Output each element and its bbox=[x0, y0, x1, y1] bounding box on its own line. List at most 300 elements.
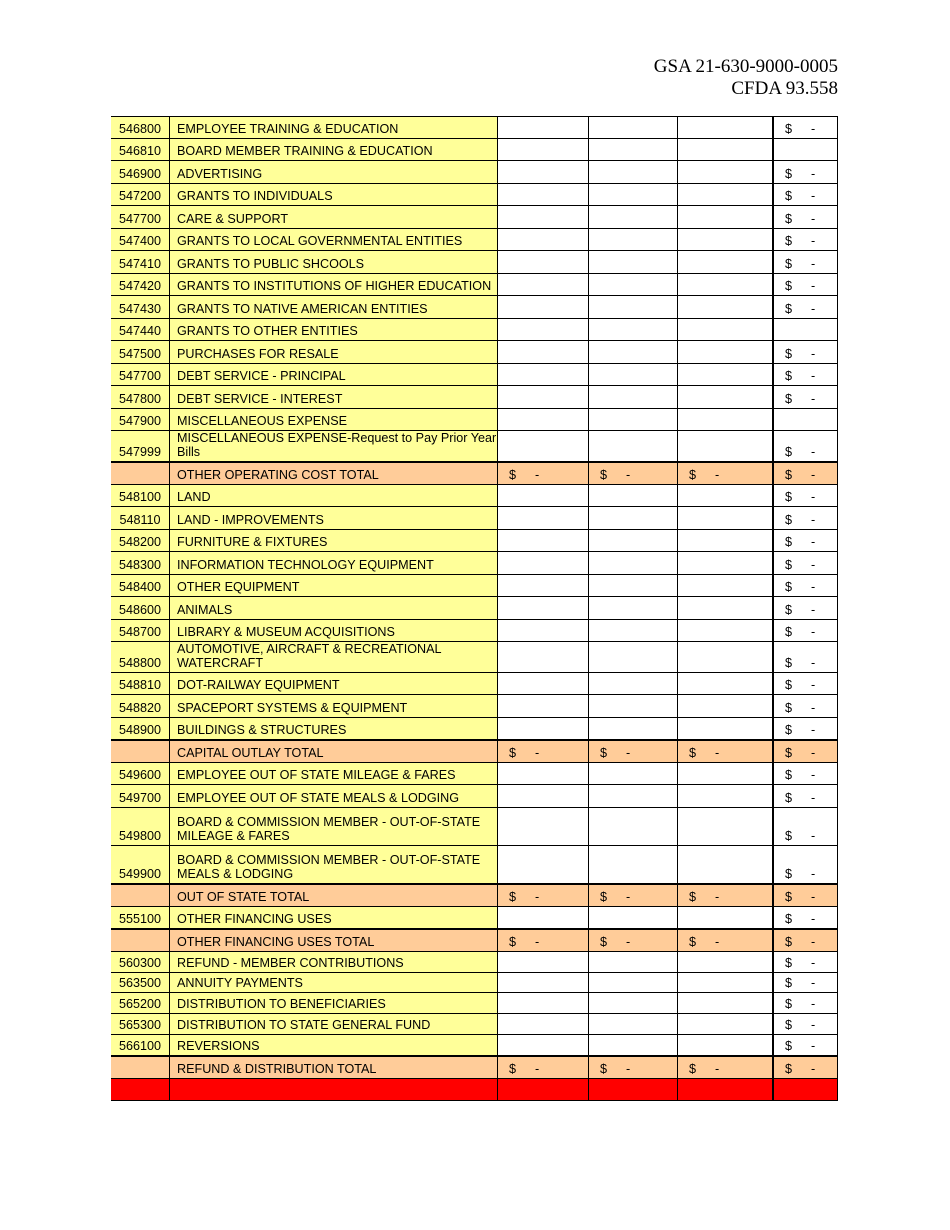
amount-col-3[interactable] bbox=[678, 319, 773, 340]
amount-value: - bbox=[811, 867, 816, 881]
amount-col-1[interactable] bbox=[498, 1035, 589, 1055]
amount-total bbox=[773, 552, 838, 574]
amount-col-1[interactable] bbox=[498, 885, 589, 906]
amount-value: - bbox=[811, 1062, 816, 1076]
amount-value: - bbox=[811, 212, 816, 226]
currency-symbol: $ bbox=[785, 167, 793, 181]
amount-col-3[interactable] bbox=[678, 530, 773, 551]
table-row bbox=[111, 575, 838, 597]
amount-col-2[interactable] bbox=[589, 139, 678, 160]
currency-symbol: $ bbox=[785, 369, 793, 383]
currency-symbol: $ bbox=[785, 768, 793, 782]
amount-value: - bbox=[811, 912, 816, 926]
amount-col-2[interactable] bbox=[589, 808, 678, 845]
account-description: DOT-RAILWAY EQUIPMENT bbox=[170, 673, 498, 694]
amount-col-1[interactable] bbox=[498, 1014, 589, 1034]
table-row bbox=[111, 364, 838, 386]
amount-value: - bbox=[811, 603, 816, 617]
budget-table bbox=[111, 116, 838, 1101]
amount-col-1[interactable] bbox=[498, 763, 589, 784]
amount-value: - bbox=[626, 468, 631, 482]
amount-col-1[interactable] bbox=[498, 206, 589, 228]
amount-col-3[interactable] bbox=[678, 206, 773, 228]
account-description: INFORMATION TECHNOLOGY EQUIPMENT bbox=[170, 552, 498, 574]
account-code: 548810 bbox=[111, 673, 170, 694]
account-description: FURNITURE & FIXTURES bbox=[170, 530, 498, 551]
account-description: ADVERTISING bbox=[170, 161, 498, 183]
amount-total bbox=[773, 274, 838, 295]
currency-symbol: $ bbox=[785, 279, 793, 293]
account-description: BOARD MEMBER TRAINING & EDUCATION bbox=[170, 139, 498, 160]
amount-total bbox=[773, 785, 838, 807]
amount-value: - bbox=[811, 723, 816, 737]
currency-symbol: $ bbox=[785, 867, 793, 881]
amount-col-1[interactable] bbox=[498, 184, 589, 205]
amount-col-2[interactable] bbox=[589, 530, 678, 551]
amount-col-1[interactable] bbox=[498, 161, 589, 183]
amount-col-3[interactable] bbox=[678, 952, 773, 972]
amount-col-1[interactable] bbox=[498, 386, 589, 408]
amount-value: - bbox=[535, 746, 540, 760]
amount-col-1[interactable] bbox=[498, 907, 589, 928]
account-code: 547420 bbox=[111, 274, 170, 295]
amount-col-1[interactable] bbox=[498, 808, 589, 845]
account-description: DEBT SERVICE - PRINCIPAL bbox=[170, 364, 498, 385]
amount-col-1[interactable] bbox=[498, 741, 589, 762]
amount-col-2[interactable] bbox=[589, 718, 678, 739]
amount-col-3[interactable] bbox=[678, 907, 773, 928]
currency-symbol: $ bbox=[785, 723, 793, 737]
account-description: PURCHASES FOR RESALE bbox=[170, 341, 498, 363]
currency-symbol: $ bbox=[785, 603, 793, 617]
amount-col-1[interactable] bbox=[498, 229, 589, 250]
account-description: DEBT SERVICE - INTEREST bbox=[170, 386, 498, 408]
total-row bbox=[111, 462, 838, 485]
account-description: OTHER EQUIPMENT bbox=[170, 575, 498, 596]
amount-col-1[interactable] bbox=[498, 930, 589, 951]
amount-col-3[interactable] bbox=[678, 1014, 773, 1034]
amount-col-1[interactable] bbox=[498, 296, 589, 318]
amount-col-2[interactable] bbox=[589, 907, 678, 928]
account-description: GRANTS TO INSTITUTIONS OF HIGHER EDUCATION bbox=[170, 274, 498, 295]
account-code: 565300 bbox=[111, 1014, 170, 1034]
amount-col-2[interactable] bbox=[589, 785, 678, 807]
amount-total bbox=[773, 431, 838, 461]
amount-col-3[interactable] bbox=[678, 741, 773, 762]
amount-total bbox=[773, 695, 838, 717]
amount-col-3[interactable] bbox=[678, 184, 773, 205]
currency-symbol: $ bbox=[600, 890, 608, 904]
currency-symbol: $ bbox=[785, 1018, 793, 1032]
amount-col-3[interactable] bbox=[678, 117, 773, 138]
account-code: 548100 bbox=[111, 485, 170, 506]
amount-col-1[interactable] bbox=[498, 718, 589, 739]
amount-total bbox=[773, 952, 838, 972]
table-row bbox=[111, 116, 838, 139]
amount-col-1[interactable] bbox=[498, 1079, 589, 1100]
amount-col-1[interactable] bbox=[498, 409, 589, 430]
amount-col-3[interactable] bbox=[678, 1079, 773, 1100]
amount-col-3[interactable] bbox=[678, 575, 773, 596]
amount-col-2[interactable] bbox=[589, 251, 678, 273]
amount-col-3[interactable] bbox=[678, 673, 773, 694]
table-row bbox=[111, 993, 838, 1014]
amount-col-2[interactable] bbox=[589, 184, 678, 205]
amount-col-2[interactable] bbox=[589, 463, 678, 484]
table-row bbox=[111, 785, 838, 808]
table-row bbox=[111, 409, 838, 431]
account-code: 547400 bbox=[111, 229, 170, 250]
amount-col-3[interactable] bbox=[678, 597, 773, 619]
amount-total bbox=[773, 409, 838, 430]
amount-value: - bbox=[811, 513, 816, 527]
amount-col-3[interactable] bbox=[678, 763, 773, 784]
amount-value: - bbox=[811, 167, 816, 181]
amount-col-3[interactable] bbox=[678, 507, 773, 529]
currency-symbol: $ bbox=[785, 625, 793, 639]
account-description: GRANTS TO OTHER ENTITIES bbox=[170, 319, 498, 340]
amount-col-3[interactable] bbox=[678, 364, 773, 385]
currency-symbol: $ bbox=[509, 890, 517, 904]
table-row bbox=[111, 161, 838, 184]
grand-total-row bbox=[111, 1079, 838, 1101]
amount-col-3[interactable] bbox=[678, 431, 773, 461]
currency-symbol: $ bbox=[509, 746, 517, 760]
amount-col-1[interactable] bbox=[498, 341, 589, 363]
amount-value: - bbox=[811, 625, 816, 639]
amount-col-2[interactable] bbox=[589, 296, 678, 318]
amount-total bbox=[773, 846, 838, 883]
account-description: MISCELLANEOUS EXPENSE bbox=[170, 409, 498, 430]
amount-col-2[interactable] bbox=[589, 206, 678, 228]
amount-col-3[interactable] bbox=[678, 695, 773, 717]
account-code: 548200 bbox=[111, 530, 170, 551]
account-code: 548900 bbox=[111, 718, 170, 739]
table-row bbox=[111, 673, 838, 695]
account-code: 547900 bbox=[111, 409, 170, 430]
currency-symbol: $ bbox=[785, 997, 793, 1011]
amount-col-2[interactable] bbox=[589, 1057, 678, 1078]
amount-value: - bbox=[626, 890, 631, 904]
amount-value: - bbox=[811, 656, 816, 670]
account-code: 547430 bbox=[111, 296, 170, 318]
amount-total bbox=[773, 341, 838, 363]
amount-col-3[interactable] bbox=[678, 296, 773, 318]
amount-value: - bbox=[715, 890, 720, 904]
account-code: 565200 bbox=[111, 993, 170, 1013]
currency-symbol: $ bbox=[785, 935, 793, 949]
amount-col-2[interactable] bbox=[589, 431, 678, 461]
amount-col-2[interactable] bbox=[589, 552, 678, 574]
amount-total bbox=[773, 507, 838, 529]
amount-col-2[interactable] bbox=[589, 409, 678, 430]
account-code: 547410 bbox=[111, 251, 170, 273]
currency-symbol: $ bbox=[785, 678, 793, 692]
currency-symbol: $ bbox=[600, 935, 608, 949]
table-row bbox=[111, 296, 838, 319]
amount-value: - bbox=[715, 468, 720, 482]
amount-col-2[interactable] bbox=[589, 695, 678, 717]
amount-value: - bbox=[715, 746, 720, 760]
amount-col-2[interactable] bbox=[589, 930, 678, 951]
amount-value: - bbox=[811, 997, 816, 1011]
table-row bbox=[111, 274, 838, 296]
amount-col-3[interactable] bbox=[678, 251, 773, 273]
currency-symbol: $ bbox=[785, 189, 793, 203]
amount-col-1[interactable] bbox=[498, 139, 589, 160]
amount-col-3[interactable] bbox=[678, 463, 773, 484]
currency-symbol: $ bbox=[785, 257, 793, 271]
amount-value: - bbox=[811, 347, 816, 361]
amount-col-2[interactable] bbox=[589, 741, 678, 762]
currency-symbol: $ bbox=[785, 445, 793, 459]
amount-total bbox=[773, 161, 838, 183]
amount-col-3[interactable] bbox=[678, 409, 773, 430]
amount-col-1[interactable] bbox=[498, 1057, 589, 1078]
amount-col-1[interactable] bbox=[498, 364, 589, 385]
amount-col-1[interactable] bbox=[498, 431, 589, 461]
amount-col-1[interactable] bbox=[498, 973, 589, 992]
account-description: GRANTS TO LOCAL GOVERNMENTAL ENTITIES bbox=[170, 229, 498, 250]
amount-total bbox=[773, 930, 838, 951]
amount-col-2[interactable] bbox=[589, 1035, 678, 1055]
amount-col-2[interactable] bbox=[589, 161, 678, 183]
amount-col-2[interactable] bbox=[589, 485, 678, 506]
amount-col-2[interactable] bbox=[589, 274, 678, 295]
amount-col-3[interactable] bbox=[678, 718, 773, 739]
amount-total bbox=[773, 620, 838, 641]
amount-value: - bbox=[811, 369, 816, 383]
amount-col-1[interactable] bbox=[498, 463, 589, 484]
amount-col-2[interactable] bbox=[589, 386, 678, 408]
amount-value: - bbox=[811, 890, 816, 904]
account-code: 549700 bbox=[111, 785, 170, 807]
account-description: BOARD & COMMISSION MEMBER - OUT-OF-STATE MEALS & LODGING bbox=[170, 846, 498, 883]
table-row bbox=[111, 530, 838, 552]
amount-col-1[interactable] bbox=[498, 846, 589, 883]
table-row bbox=[111, 552, 838, 575]
amount-col-2[interactable] bbox=[589, 117, 678, 138]
account-description: DISTRIBUTION TO STATE GENERAL FUND bbox=[170, 1014, 498, 1034]
table-row bbox=[111, 184, 838, 206]
currency-symbol: $ bbox=[689, 468, 697, 482]
amount-col-2[interactable] bbox=[589, 575, 678, 596]
amount-total bbox=[773, 885, 838, 906]
account-code: 549800 bbox=[111, 808, 170, 845]
account-description: GRANTS TO INDIVIDUALS bbox=[170, 184, 498, 205]
amount-value: - bbox=[811, 701, 816, 715]
amount-total bbox=[773, 117, 838, 138]
account-code: 547700 bbox=[111, 364, 170, 385]
table-row bbox=[111, 763, 838, 785]
amount-value: - bbox=[811, 829, 816, 843]
amount-col-3[interactable] bbox=[678, 785, 773, 807]
table-row bbox=[111, 386, 838, 409]
account-code: 566100 bbox=[111, 1035, 170, 1055]
amount-col-1[interactable] bbox=[498, 695, 589, 717]
currency-symbol: $ bbox=[785, 212, 793, 226]
account-code: 547999 bbox=[111, 431, 170, 461]
amount-col-2[interactable] bbox=[589, 952, 678, 972]
amount-col-1[interactable] bbox=[498, 952, 589, 972]
account-description: MISCELLANEOUS EXPENSE-Request to Pay Prior Year Bills bbox=[170, 431, 498, 461]
amount-col-2[interactable] bbox=[589, 341, 678, 363]
currency-symbol: $ bbox=[785, 976, 793, 990]
amount-total bbox=[773, 364, 838, 385]
amount-value: - bbox=[811, 122, 816, 136]
amount-col-3[interactable] bbox=[678, 341, 773, 363]
amount-col-3[interactable] bbox=[678, 161, 773, 183]
amount-col-3[interactable] bbox=[678, 274, 773, 295]
amount-value: - bbox=[811, 580, 816, 594]
amount-col-1[interactable] bbox=[498, 642, 589, 672]
account-code: 546900 bbox=[111, 161, 170, 183]
amount-value: - bbox=[811, 956, 816, 970]
total-row bbox=[111, 929, 838, 952]
account-code bbox=[111, 741, 170, 762]
amount-total bbox=[773, 386, 838, 408]
account-code: 547700 bbox=[111, 206, 170, 228]
currency-symbol: $ bbox=[785, 513, 793, 527]
amount-col-2[interactable] bbox=[589, 993, 678, 1013]
table-row bbox=[111, 485, 838, 507]
table-row bbox=[111, 1035, 838, 1056]
amount-col-2[interactable] bbox=[589, 319, 678, 340]
amount-col-3[interactable] bbox=[678, 808, 773, 845]
amount-col-3[interactable] bbox=[678, 993, 773, 1013]
amount-col-3[interactable] bbox=[678, 620, 773, 641]
currency-symbol: $ bbox=[600, 1062, 608, 1076]
amount-total bbox=[773, 973, 838, 992]
amount-total bbox=[773, 575, 838, 596]
account-code: 548800 bbox=[111, 642, 170, 672]
amount-value: - bbox=[626, 935, 631, 949]
currency-symbol: $ bbox=[689, 746, 697, 760]
amount-total bbox=[773, 485, 838, 506]
amount-total bbox=[773, 763, 838, 784]
amount-col-1[interactable] bbox=[498, 575, 589, 596]
amount-col-2[interactable] bbox=[589, 763, 678, 784]
amount-col-1[interactable] bbox=[498, 620, 589, 641]
amount-col-2[interactable] bbox=[589, 846, 678, 883]
account-description: SPACEPORT SYSTEMS & EQUIPMENT bbox=[170, 695, 498, 717]
currency-symbol: $ bbox=[785, 347, 793, 361]
amount-col-1[interactable] bbox=[498, 117, 589, 138]
account-description: REFUND - MEMBER CONTRIBUTIONS bbox=[170, 952, 498, 972]
amount-col-2[interactable] bbox=[589, 1014, 678, 1034]
amount-col-2[interactable] bbox=[589, 507, 678, 529]
amount-value: - bbox=[811, 976, 816, 990]
amount-col-3[interactable] bbox=[678, 1035, 773, 1055]
table-row bbox=[111, 846, 838, 884]
currency-symbol: $ bbox=[785, 912, 793, 926]
currency-symbol: $ bbox=[785, 791, 793, 805]
table-row bbox=[111, 1014, 838, 1035]
amount-col-3[interactable] bbox=[678, 229, 773, 250]
currency-symbol: $ bbox=[785, 890, 793, 904]
amount-col-2[interactable] bbox=[589, 973, 678, 992]
amount-col-1[interactable] bbox=[498, 993, 589, 1013]
amount-col-1[interactable] bbox=[498, 530, 589, 551]
amount-value: - bbox=[811, 234, 816, 248]
amount-value: - bbox=[811, 535, 816, 549]
amount-col-3[interactable] bbox=[678, 139, 773, 160]
amount-total bbox=[773, 319, 838, 340]
amount-total bbox=[773, 718, 838, 739]
currency-symbol: $ bbox=[785, 580, 793, 594]
amount-value: - bbox=[811, 746, 816, 760]
currency-symbol: $ bbox=[785, 1039, 793, 1053]
table-row bbox=[111, 139, 838, 161]
amount-col-2[interactable] bbox=[589, 642, 678, 672]
amount-value: - bbox=[811, 302, 816, 316]
amount-col-3[interactable] bbox=[678, 973, 773, 992]
amount-col-3[interactable] bbox=[678, 885, 773, 906]
table-row bbox=[111, 642, 838, 673]
amount-col-1[interactable] bbox=[498, 319, 589, 340]
amount-col-1[interactable] bbox=[498, 597, 589, 619]
account-description: GRANTS TO PUBLIC SHCOOLS bbox=[170, 251, 498, 273]
amount-col-2[interactable] bbox=[589, 229, 678, 250]
amount-col-3[interactable] bbox=[678, 552, 773, 574]
amount-col-3[interactable] bbox=[678, 485, 773, 506]
amount-col-3[interactable] bbox=[678, 1057, 773, 1078]
amount-value: - bbox=[811, 189, 816, 203]
amount-value: - bbox=[811, 257, 816, 271]
amount-col-3[interactable] bbox=[678, 930, 773, 951]
amount-col-1[interactable] bbox=[498, 507, 589, 529]
amount-col-3[interactable] bbox=[678, 846, 773, 883]
amount-col-1[interactable] bbox=[498, 485, 589, 506]
account-description: ANIMALS bbox=[170, 597, 498, 619]
amount-col-2[interactable] bbox=[589, 885, 678, 906]
amount-col-2[interactable] bbox=[589, 620, 678, 641]
account-code: 549900 bbox=[111, 846, 170, 883]
amount-col-1[interactable] bbox=[498, 552, 589, 574]
amount-value: - bbox=[535, 1062, 540, 1076]
amount-total bbox=[773, 1035, 838, 1055]
account-description: OTHER FINANCING USES TOTAL bbox=[170, 930, 498, 951]
amount-total bbox=[773, 1079, 838, 1100]
amount-total bbox=[773, 993, 838, 1013]
amount-col-2[interactable] bbox=[589, 1079, 678, 1100]
amount-col-2[interactable] bbox=[589, 673, 678, 694]
table-row bbox=[111, 695, 838, 718]
account-code: 547800 bbox=[111, 386, 170, 408]
amount-col-2[interactable] bbox=[589, 364, 678, 385]
account-code: 563500 bbox=[111, 973, 170, 992]
amount-col-1[interactable] bbox=[498, 251, 589, 273]
currency-symbol: $ bbox=[509, 935, 517, 949]
amount-total bbox=[773, 1057, 838, 1078]
amount-col-1[interactable] bbox=[498, 673, 589, 694]
document-header bbox=[654, 56, 838, 100]
amount-col-2[interactable] bbox=[589, 597, 678, 619]
amount-total bbox=[773, 251, 838, 273]
amount-value: - bbox=[626, 746, 631, 760]
amount-total bbox=[773, 139, 838, 160]
account-description: OTHER FINANCING USES bbox=[170, 907, 498, 928]
amount-value: - bbox=[715, 1062, 720, 1076]
table-row bbox=[111, 206, 838, 229]
amount-value: - bbox=[811, 445, 816, 459]
amount-col-3[interactable] bbox=[678, 642, 773, 672]
amount-col-3[interactable] bbox=[678, 386, 773, 408]
amount-col-1[interactable] bbox=[498, 785, 589, 807]
amount-total bbox=[773, 229, 838, 250]
currency-symbol: $ bbox=[785, 656, 793, 670]
amount-col-1[interactable] bbox=[498, 274, 589, 295]
